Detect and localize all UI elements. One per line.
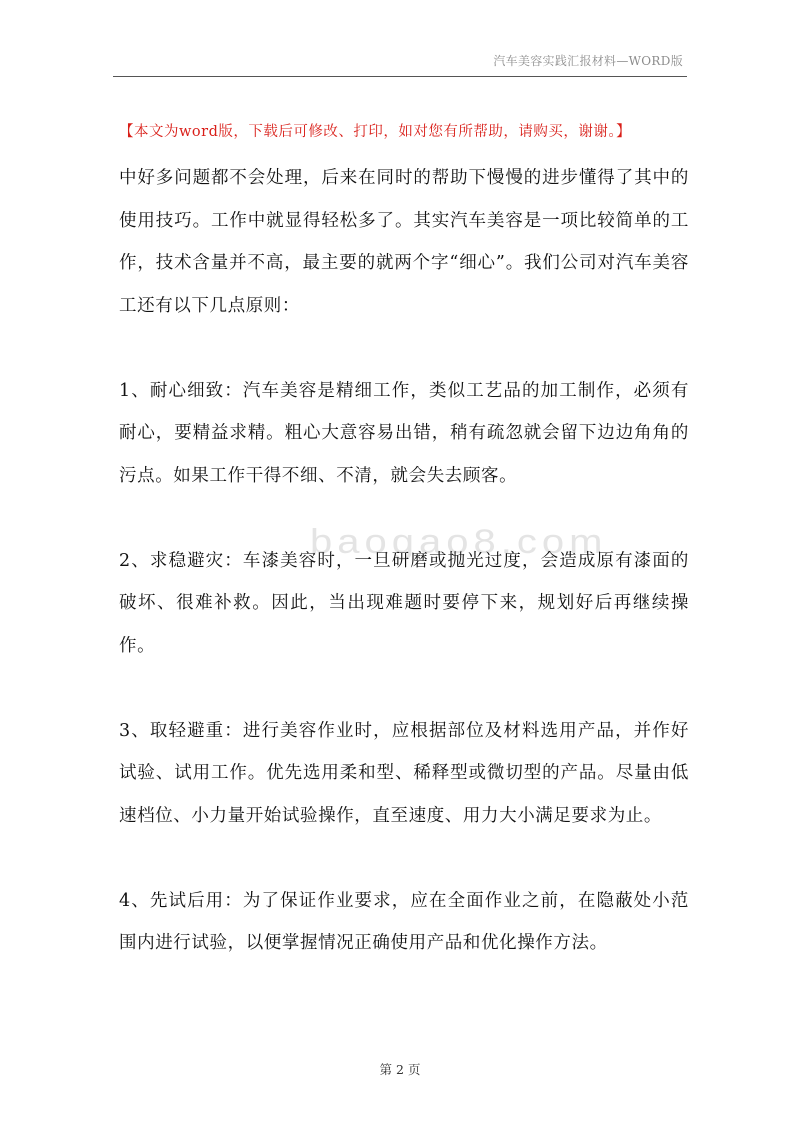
- page-number: 第 2 页: [379, 1062, 421, 1077]
- page-header: [113, 52, 687, 77]
- header-title: 汽车美容实践汇报材料—WORD版: [493, 54, 683, 68]
- paragraph-principle-4: 4、先试后用：为了保证作业要求，应在全面作业之前，在隐蔽处小范围内进行试验，以便掌握情况正确使用产品和优化操作方法。: [119, 890, 689, 953]
- paragraph-principle-3: 3、取轻避重：进行美容作业时，应根据部位及材料选用产品，并作好试验、试用工作。优先选用柔和型、稀释型或微切型的产品。尽量由低速档位、小力量开始试验操作，直至速度、用力大小满足要求为止。: [119, 720, 689, 826]
- document-body: [119, 157, 689, 965]
- download-notice: 【本文为word版，下载后可修改、打印，如对您有所帮助，请购买，谢谢。】: [119, 124, 632, 140]
- watermark: baogao8.com: [310, 523, 608, 561]
- paragraph-principle-1: 1、耐心细致：汽车美容是精细工作，类似工艺品的加工制作，必须有耐心，要精益求精。粗心大意容易出错，稍有疏忽就会留下边边角角的污点。如果工作干得不细、不清，就会失去顾客。: [119, 380, 689, 486]
- paragraph-principle-2: 2、求稳避灾：车漆美容时，一旦研磨或抛光过度，会造成原有漆面的破坏、很难补救。因此，当出现难题时要停下来，规划好后再继续操作。: [119, 550, 689, 656]
- paragraph-intro: 中好多问题都不会处理，后来在同时的帮助下慢慢的进步懂得了其中的使用技巧。工作中就显得轻松多了。其实汽车美容是一项比较简单的工作，技术含量并不高，最主要的就两个字“细心”。我们公司对汽车美容工还有以下几点原则：: [119, 168, 689, 316]
